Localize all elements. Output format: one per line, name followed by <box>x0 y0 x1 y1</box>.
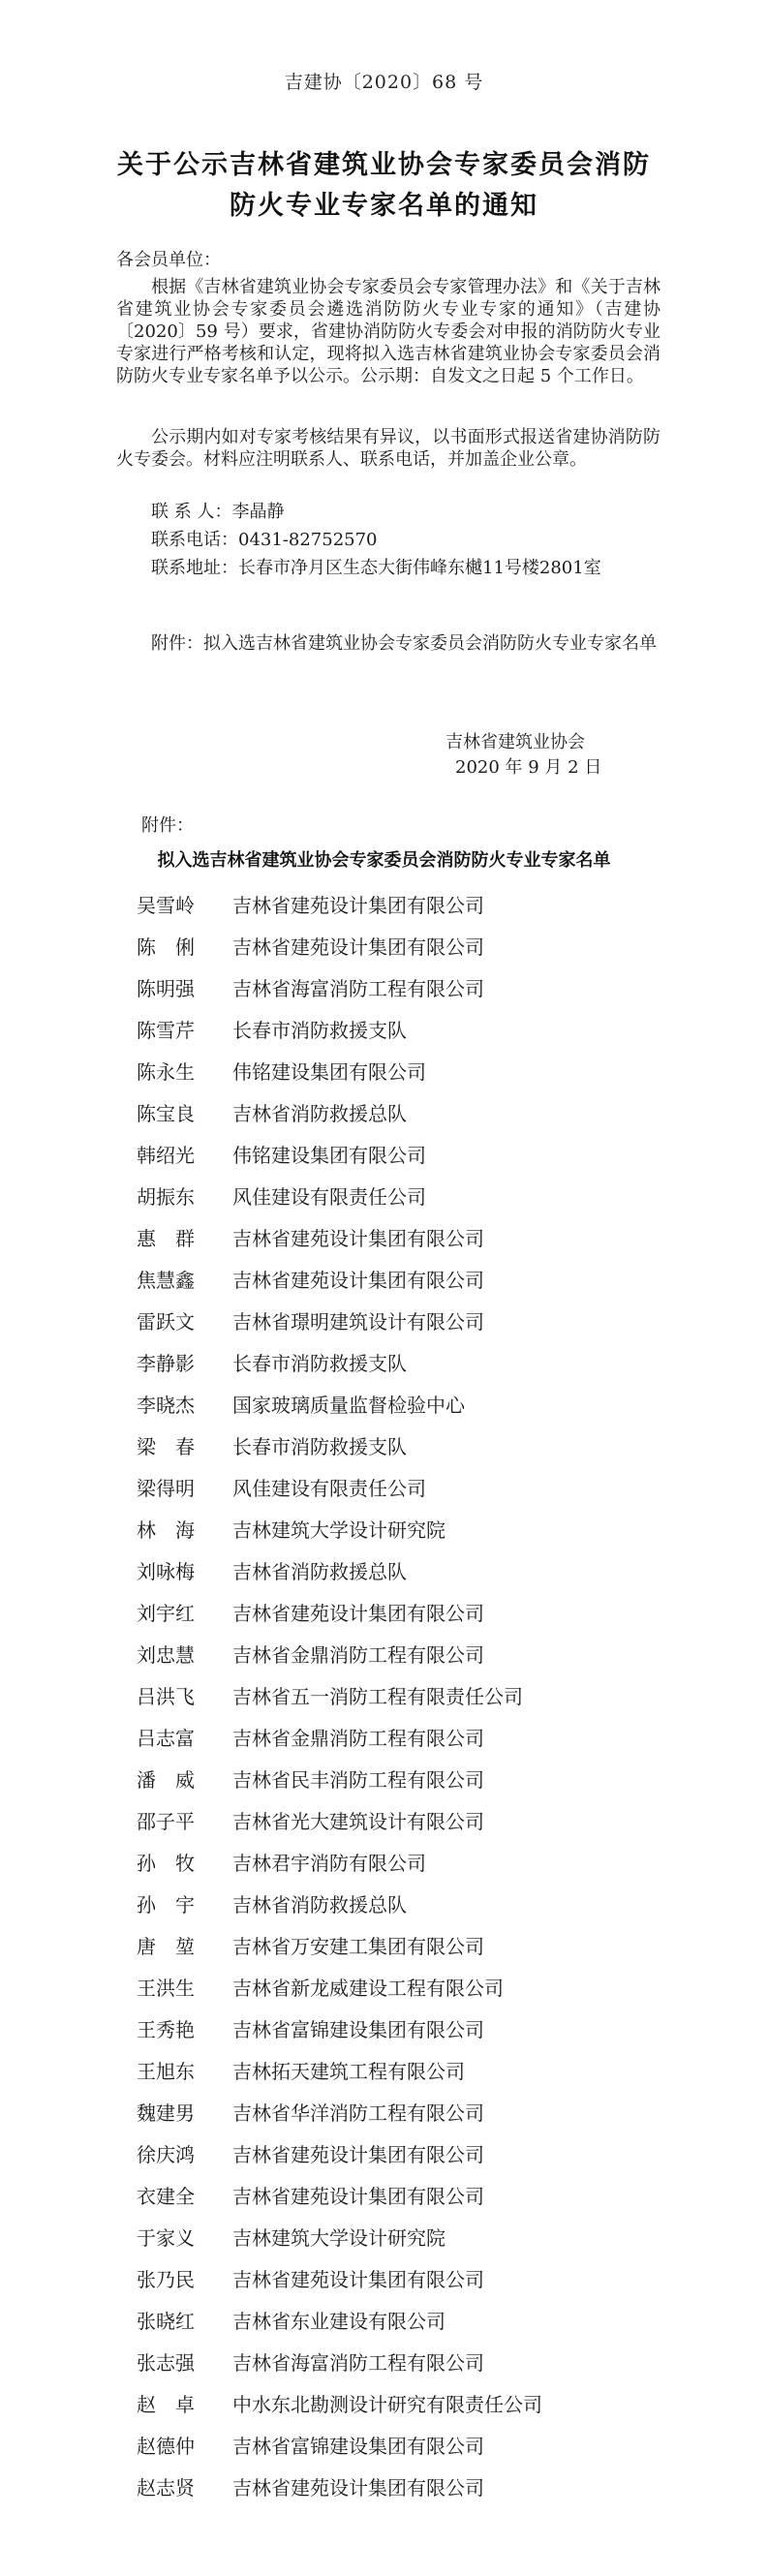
expert-name: 王洪生 <box>137 1977 195 2000</box>
expert-name: 张乃民 <box>137 2268 195 2291</box>
expert-organization: 吉林省消防救援总队 <box>232 1893 407 1917</box>
expert-name: 邵子平 <box>137 1810 195 1833</box>
expert-organization: 长春市消防救援支队 <box>232 1435 407 1458</box>
expert-name: 徐庆鸿 <box>137 2143 195 2166</box>
expert-organization: 吉林省五一消防工程有限责任公司 <box>232 1685 523 1708</box>
expert-name: 吕洪飞 <box>137 1685 195 1708</box>
list-item <box>0 1885 768 1926</box>
list-item <box>0 2218 768 2259</box>
expert-organization: 吉林省富锦建设集团有限公司 <box>232 2018 484 2041</box>
title-line-1: 关于公示吉林省建筑业协会专家委员会消防 <box>117 150 651 180</box>
expert-organization: 吉林省建苑设计集团有限公司 <box>232 2268 484 2291</box>
expert-name: 张志强 <box>137 2351 195 2375</box>
expert-organization: 吉林省海富消防工程有限公司 <box>232 2351 484 2375</box>
expert-organization: 风佳建设有限责任公司 <box>232 1477 426 1500</box>
expert-name: 陈永生 <box>137 1060 195 1084</box>
expert-organization: 吉林省建苑设计集团有限公司 <box>232 1602 484 1625</box>
expert-name: 梁得明 <box>137 1477 195 1500</box>
expert-organization: 吉林拓天建筑工程有限公司 <box>232 2060 465 2083</box>
contact-person: 联 系 人：李晶静 <box>151 502 285 522</box>
expert-organization: 吉林省华洋消防工程有限公司 <box>232 2101 484 2125</box>
expert-organization: 吉林省东业建设有限公司 <box>232 2310 445 2333</box>
list-item <box>0 1052 768 1093</box>
signer-organization: 吉林省建筑业协会 <box>445 732 585 752</box>
expert-organization: 国家玻璃质量监督检验中心 <box>232 1394 465 1417</box>
list-item <box>0 1926 768 1968</box>
expert-organization: 吉林省璟明建筑设计有限公司 <box>232 1310 484 1334</box>
list-item <box>0 1801 768 1843</box>
list-item <box>0 1343 768 1385</box>
expert-name: 于家义 <box>137 2226 195 2250</box>
expert-name: 刘宇红 <box>137 1602 195 1625</box>
document-number: 吉建协〔2020〕68 号 <box>284 72 484 93</box>
list-item <box>0 1302 768 1343</box>
expert-organization: 长春市消防救援支队 <box>232 1352 407 1375</box>
addressee: 各会员单位： <box>116 250 221 270</box>
list-item <box>0 2301 768 2343</box>
list-item <box>0 1760 768 1801</box>
expert-name: 吕志富 <box>137 1727 195 1750</box>
expert-name: 林 海 <box>137 1518 195 1542</box>
expert-name: 刘咏梅 <box>137 1560 195 1583</box>
expert-organization: 风佳建设有限责任公司 <box>232 1185 426 1209</box>
expert-name: 韩绍光 <box>137 1144 195 1167</box>
list-item <box>0 1385 768 1426</box>
list-item <box>0 1551 768 1593</box>
expert-name: 陈明强 <box>137 977 195 1000</box>
expert-name: 赵志贤 <box>137 2476 195 2499</box>
list-item <box>0 2468 768 2509</box>
list-item <box>0 1260 768 1302</box>
expert-name: 赵 卓 <box>137 2393 195 2416</box>
signer-date: 2020 年 9 月 2 日 <box>455 757 602 778</box>
attachment-note: 附件：拟入选吉林省建筑业协会专家委员会消防防火专业专家名单 <box>151 633 657 654</box>
expert-organization: 吉林省消防救援总队 <box>232 1560 407 1583</box>
title-line-2: 防火专业专家名单的通知 <box>230 191 538 221</box>
list-item <box>0 1177 768 1218</box>
expert-organization: 吉林建筑大学设计研究院 <box>232 1518 445 1542</box>
expert-name: 孙 宇 <box>137 1893 195 1917</box>
expert-list <box>0 885 768 2509</box>
expert-name: 胡振东 <box>137 1185 195 1209</box>
list-item <box>0 1968 768 2009</box>
expert-organization: 中水东北勘测设计研究有限责任公司 <box>232 2393 542 2416</box>
expert-organization: 吉林省新龙威建设工程有限公司 <box>232 1977 504 2000</box>
expert-name: 张晓红 <box>137 2310 195 2333</box>
list-item <box>0 1510 768 1551</box>
expert-name: 李静影 <box>137 1352 195 1375</box>
list-item <box>0 1135 768 1177</box>
expert-organization: 吉林省万安建工集团有限公司 <box>232 1935 484 1958</box>
list-item <box>0 2384 768 2426</box>
list-item <box>0 1426 768 1468</box>
expert-organization: 吉林建筑大学设计研究院 <box>232 2226 445 2250</box>
list-item <box>0 1010 768 1052</box>
expert-name: 孙 牧 <box>137 1852 195 1875</box>
expert-name: 吴雪岭 <box>137 894 195 917</box>
expert-organization: 伟铭建设集团有限公司 <box>232 1144 426 1167</box>
list-item <box>0 1093 768 1135</box>
list-item <box>0 2009 768 2051</box>
expert-organization: 吉林省消防救援总队 <box>232 1102 407 1125</box>
list-item <box>0 2176 768 2218</box>
list-item <box>0 885 768 927</box>
expert-organization: 伟铭建设集团有限公司 <box>232 1060 426 1084</box>
list-item <box>0 2093 768 2134</box>
contact-address: 联系地址：长春市净月区生态大街伟峰东樾11号楼2801室 <box>151 558 601 578</box>
expert-organization: 吉林省海富消防工程有限公司 <box>232 977 484 1000</box>
expert-name: 王旭东 <box>137 2060 195 2083</box>
expert-name: 雷跃文 <box>137 1310 195 1334</box>
expert-name: 衣建全 <box>137 2185 195 2208</box>
expert-name: 唐 堃 <box>137 1935 195 1958</box>
expert-organization: 吉林省建苑设计集团有限公司 <box>232 935 484 959</box>
list-item <box>0 2259 768 2301</box>
expert-name: 刘忠慧 <box>137 1643 195 1667</box>
list-item <box>0 1718 768 1760</box>
body-paragraph-1: 根据《吉林省建筑业协会专家委员会专家管理办法》和《关于吉林省建筑业协会专家委员会遴选消防防火专业专家的通知》（吉建协〔2020〕59 号）要求，省建协消防防火专委会对申报的消防防火专业专家进行严格考核和认定，现将拟入选吉林省建筑业协会专家委员会消防防火专业专家名单予以公示。公示期：自发文之日起 5 个工作日。 <box>116 277 660 386</box>
expert-organization: 吉林省富锦建设集团有限公司 <box>232 2435 484 2458</box>
expert-organization: 吉林省建苑设计集团有限公司 <box>232 1269 484 1292</box>
expert-organization: 吉林省建苑设计集团有限公司 <box>232 894 484 917</box>
expert-organization: 吉林省建苑设计集团有限公司 <box>232 2143 484 2166</box>
contact-phone: 联系电话：0431-82752570 <box>151 530 378 550</box>
list-item <box>0 2343 768 2384</box>
document-title <box>0 145 768 227</box>
expert-name: 惠 群 <box>137 1227 195 1250</box>
list-item <box>0 1843 768 1885</box>
annex-label: 附件： <box>141 815 194 836</box>
expert-name: 潘 威 <box>137 1768 195 1792</box>
list-item <box>0 968 768 1010</box>
expert-organization: 吉林省金鼎消防工程有限公司 <box>232 1643 484 1667</box>
list-item <box>0 927 768 968</box>
expert-name: 焦慧鑫 <box>137 1269 195 1292</box>
expert-organization: 吉林省民丰消防工程有限公司 <box>232 1768 484 1792</box>
expert-organization: 吉林省光大建筑设计有限公司 <box>232 1810 484 1833</box>
list-item <box>0 2134 768 2176</box>
expert-organization: 吉林君宇消防有限公司 <box>232 1852 426 1875</box>
list-item <box>0 1635 768 1676</box>
list-item <box>0 1676 768 1718</box>
expert-name: 王秀艳 <box>137 2018 195 2041</box>
expert-organization: 吉林省建苑设计集团有限公司 <box>232 2476 484 2499</box>
expert-name: 陈 俐 <box>137 935 195 959</box>
expert-organization: 长春市消防救援支队 <box>232 1019 407 1042</box>
expert-organization: 吉林省建苑设计集团有限公司 <box>232 2185 484 2208</box>
expert-name: 赵德仲 <box>137 2435 195 2458</box>
annex-title: 拟入选吉林省建筑业协会专家委员会消防防火专业专家名单 <box>157 850 611 871</box>
list-item <box>0 1468 768 1510</box>
expert-name: 梁 春 <box>137 1435 195 1458</box>
expert-name: 魏建男 <box>137 2101 195 2125</box>
expert-organization: 吉林省金鼎消防工程有限公司 <box>232 1727 484 1750</box>
list-item <box>0 2426 768 2468</box>
expert-name: 李晓杰 <box>137 1394 195 1417</box>
list-item <box>0 1593 768 1635</box>
list-item <box>0 2051 768 2093</box>
expert-organization: 吉林省建苑设计集团有限公司 <box>232 1227 484 1250</box>
expert-name: 陈雪芹 <box>137 1019 195 1042</box>
list-item <box>0 1218 768 1260</box>
expert-name: 陈宝良 <box>137 1102 195 1125</box>
body-paragraph-2: 公示期内如对专家考核结果有异议，以书面形式报送省建协消防防火专委会。材料应注明联系人、联系电话，并加盖企业公章。 <box>116 427 660 470</box>
